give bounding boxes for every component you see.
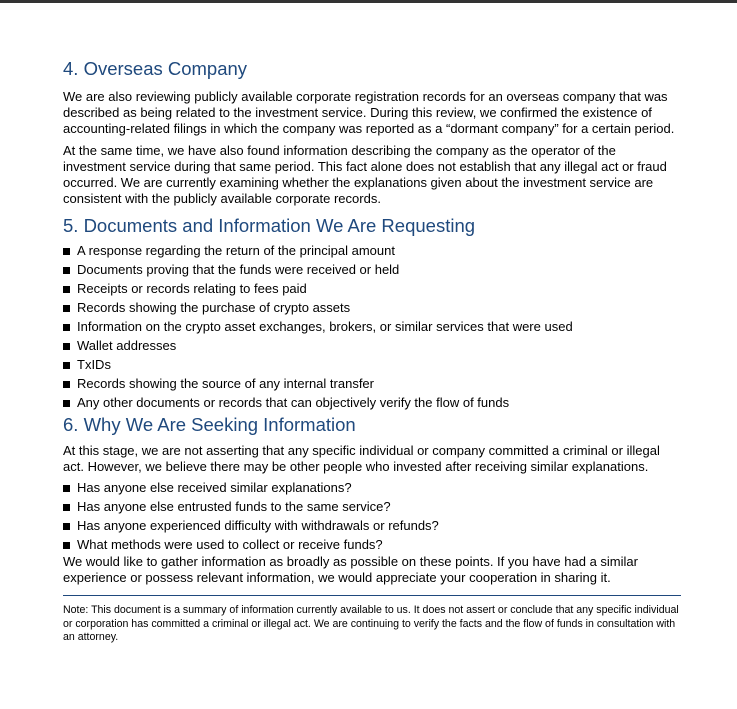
square-bullet-icon bbox=[63, 381, 70, 388]
questions-list bbox=[63, 480, 681, 553]
section-6-heading: 6. Why We Are Seeking Information bbox=[63, 414, 356, 435]
square-bullet-icon bbox=[63, 343, 70, 350]
square-bullet-icon bbox=[63, 305, 70, 312]
square-bullet-icon bbox=[63, 324, 70, 331]
section-4-paragraph-2: At the same time, we have also found information describing the company as the operator of the investment service during that same period. This fact alone does not establish that any illegal act or fraud occurred. We are currently examining whether the explanations given about the investment service are consistent with the publicly available corporate records. bbox=[63, 143, 667, 206]
list-item: Records showing the source of any internal transfer bbox=[63, 376, 681, 392]
footnote: Note: This document is a summary of information currently available to us. It does not assert or conclude that any specific individual or corporation has committed a criminal or illegal act. We are continuing to verify the facts and the flow of funds in consultation with an attorney. bbox=[63, 604, 679, 643]
list-item: Any other documents or records that can objectively verify the flow of funds bbox=[63, 395, 681, 411]
requested-documents-list bbox=[63, 243, 681, 411]
list-item: Wallet addresses bbox=[63, 338, 681, 354]
list-item: Has anyone else entrusted funds to the same service? bbox=[63, 499, 681, 515]
list-item: Receipts or records relating to fees paid bbox=[63, 281, 681, 297]
list-item: Records showing the purchase of crypto assets bbox=[63, 300, 681, 316]
list-item: Documents proving that the funds were received or held bbox=[63, 262, 681, 278]
list-item: Has anyone else received similar explanations? bbox=[63, 480, 681, 496]
section-6-closing: We would like to gather information as broadly as possible on these points. If you have had a similar experience or possess relevant information, we would appreciate your cooperation in sharing it. bbox=[63, 554, 638, 585]
square-bullet-icon bbox=[63, 286, 70, 293]
square-bullet-icon bbox=[63, 362, 70, 369]
square-bullet-icon bbox=[63, 523, 70, 530]
list-item: Has anyone experienced difficulty with withdrawals or refunds? bbox=[63, 518, 681, 534]
square-bullet-icon bbox=[63, 504, 70, 511]
divider-line bbox=[63, 595, 681, 596]
section-5-heading: 5. Documents and Information We Are Requesting bbox=[63, 215, 476, 236]
list-item: A response regarding the return of the principal amount bbox=[63, 243, 681, 259]
list-item: What methods were used to collect or receive funds? bbox=[63, 537, 681, 553]
section-4-paragraph-1: We are also reviewing publicly available corporate registration records for an overseas company that was described as being related to the investment service. During this review, we confirmed the existence of accounting-related filings in which the company was reported as a “dormant company” for a certain period. bbox=[63, 89, 675, 136]
square-bullet-icon bbox=[63, 248, 70, 255]
section-6-intro: At this stage, we are not asserting that any specific individual or company committed a criminal or illegal act. However, we believe there may be other people who invested after receiving similar explanations. bbox=[63, 443, 660, 474]
square-bullet-icon bbox=[63, 485, 70, 492]
square-bullet-icon bbox=[63, 400, 70, 407]
list-item: Information on the crypto asset exchanges, brokers, or similar services that were used bbox=[63, 319, 681, 335]
top-border bbox=[0, 0, 737, 3]
list-item: TxIDs bbox=[63, 357, 681, 373]
section-4-heading: 4. Overseas Company bbox=[63, 58, 248, 79]
square-bullet-icon bbox=[63, 542, 70, 549]
square-bullet-icon bbox=[63, 267, 70, 274]
document-page bbox=[63, 58, 681, 645]
